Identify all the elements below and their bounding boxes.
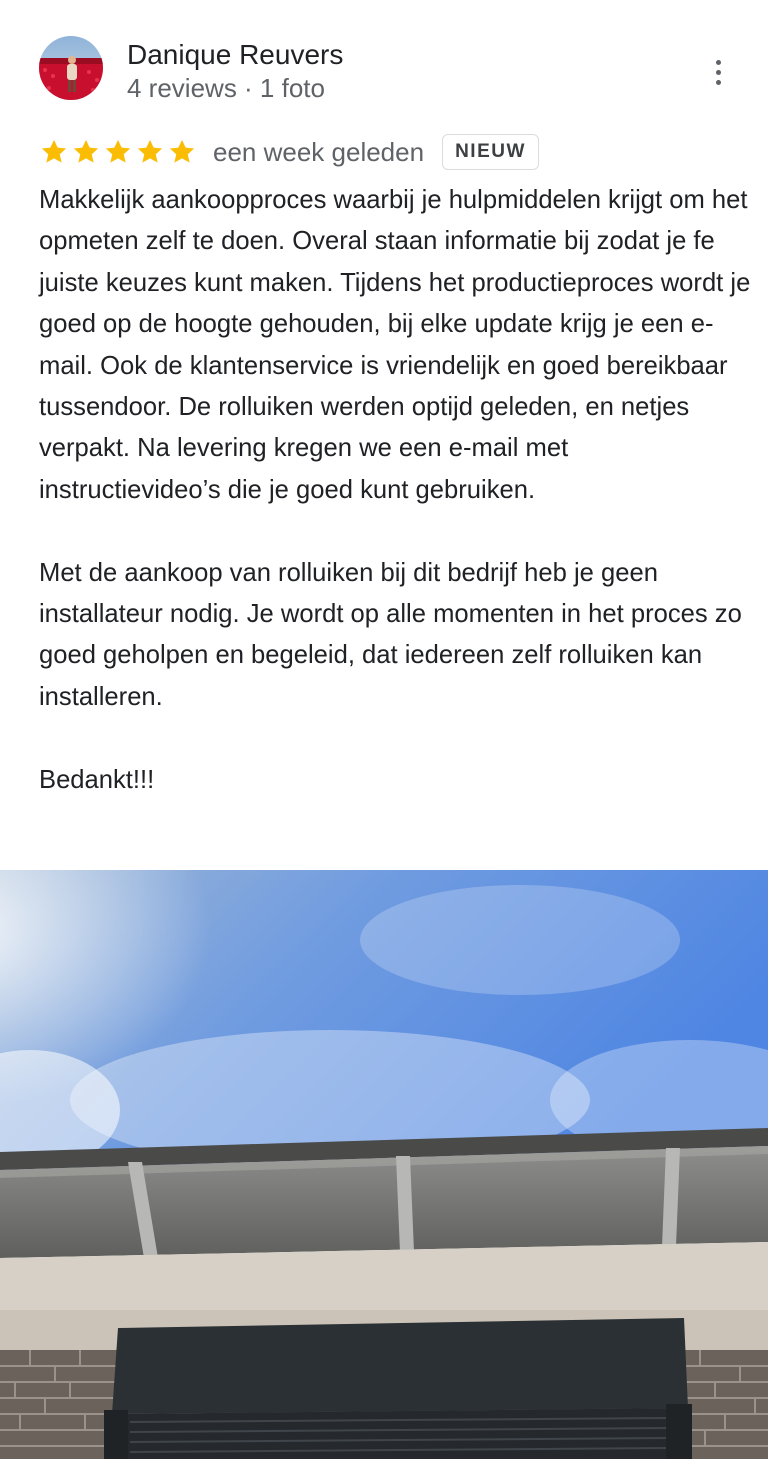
review-text — [39, 180, 751, 801]
review-paragraph: Makkelijk aankoopproces waarbij je hulpmiddelen krijgt om het opmeten zelf te doen. Overal staan informatie bij zodat je fe juiste keuzes kunt maken. Tijdens het productieproces wordt je goed op de hoogte gehouden, bij elke update krijg je een e-mail. Ook de klantenservice is vriendelijk en goed bereikbaar tussendoor. De rolluiken werden optijd geleden, en netjes verpakt. Na levering kregen we een e-mail met instructievideo’s die je goed kunt gebruiken. — [39, 186, 751, 504]
rating-row — [39, 130, 539, 174]
more-options-button[interactable] — [700, 52, 736, 92]
star-icon — [103, 137, 133, 167]
review-date: een week geleden — [213, 136, 425, 167]
star-icon — [135, 137, 165, 167]
star-rating — [39, 137, 197, 167]
new-badge: NIEUW — [442, 134, 539, 170]
review-photo[interactable] — [0, 870, 768, 1459]
more-vertical-icon-dot — [716, 80, 721, 85]
more-vertical-icon-dot — [716, 70, 721, 75]
star-icon — [39, 137, 69, 167]
star-icon — [167, 137, 197, 167]
more-vertical-icon — [716, 60, 721, 65]
author-avatar[interactable] — [39, 36, 103, 100]
review-paragraph: Bedankt!!! — [39, 765, 155, 794]
author-meta: 4 reviews · 1 foto — [127, 73, 325, 103]
star-icon — [71, 137, 101, 167]
author-name[interactable]: Danique Reuvers — [127, 39, 344, 70]
review-paragraph: Met de aankoop van rolluiken bij dit bedrijf heb je geen installateur nodig. Je wordt op alle momenten in het proces zo goed geholpen en begeleid, dat iedereen zelf rolluiken kan installeren. — [39, 558, 742, 711]
